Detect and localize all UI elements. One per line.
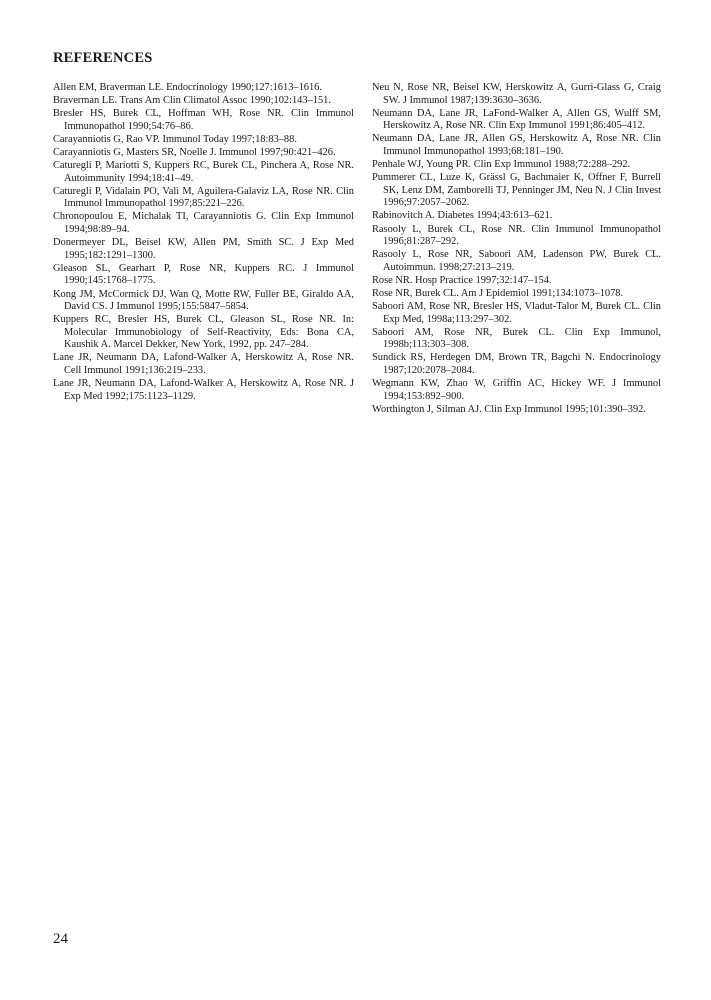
reference-entry: Kong JM, McCormick DJ, Wan Q, Motte RW, Fuller BE, Giraldo AA, David CS. J Immunol 1995;155:5847–5854. — [53, 288, 354, 313]
reference-entry: Neumann DA, Lane JR, Allen GS, Herskowitz A, Rose NR. Clin Immunol Immunopathol 1993;68:181–190. — [372, 133, 661, 157]
reference-entry: Wegmann KW, Zhao W, Griffin AC, Hickey WF. J Immunol 1994;153:892–900. — [372, 378, 661, 402]
reference-entry: Caturegli P, Mariotti S, Kuppers RC, Burek CL, Pinchera A, Rose NR. Autoimmunity 1994;18:41–49. — [53, 160, 354, 184]
page-number: 24 — [53, 931, 68, 947]
reference-entry: Gleason SL, Gearhart P, Rose NR, Kuppers RC. J Immunol 1990;145:1768–1775. — [53, 262, 354, 287]
reference-entry: Braverman LE. Trans Am Clin Climatol Assoc 1990;102:143–151. — [53, 95, 331, 107]
references-heading: REFERENCES — [53, 50, 153, 66]
reference-entry: Carayanniotis G, Rao VP. Immunol Today 1997;18:83–88. — [53, 133, 297, 145]
reference-entry: Chronopoulou E, Michalak TI, Carayanniotis G. Clin Exp Immunol 1994;98:89–94. — [53, 211, 354, 236]
reference-entry: Kuppers RC, Bresler HS, Burek CL, Gleason SL, Rose NR. In: Molecular Immunobiology of Self-Reactivity, Eds: Bona CA, Kaushik A. Marcel Dekker, New York, 1992, pp. 247–284. — [53, 314, 354, 351]
reference-entry: Penhale WJ, Young PR. Clin Exp Immunol 1988;72:288–292. — [372, 159, 631, 171]
reference-entry: Saboori AM, Rose NR, Burek CL. Clin Exp Immunol, 1998b;113:303–308. — [372, 326, 661, 351]
reference-entry: Donermeyer DL, Beisel KW, Allen PM, Smith SC. J Exp Med 1995;182:1291–1300. — [53, 237, 354, 261]
reference-entry: Carayanniotis G, Masters SR, Noelle J. Immunol 1997;90:421–426. — [53, 146, 336, 158]
reference-entry: Bresler HS, Burek CL, Hoffman WH, Rose NR. Clin Immunol Immunopathol 1990;54:76–86. — [53, 108, 354, 132]
reference-entry: Allen EM, Braverman LE. Endocrinology 1990;127:1613–1616. — [53, 82, 322, 93]
reference-entry: Worthington J, Silman AJ. Clin Exp Immunol 1995;101:390–392. — [372, 403, 646, 415]
reference-entry: Lane JR, Neumann DA, Lafond-Walker A, Herskowitz A, Rose NR. J Exp Med 1992;175:1123–1129. — [53, 378, 354, 402]
references-left-column — [53, 82, 354, 404]
reference-entry: Neumann DA, Lane JR, LaFond-Walker A, Allen GS, Wulff SM, Herskowitz A, Rose NR. Clin Exp Immunol 1991;86:405–412. — [372, 107, 661, 132]
reference-entry: Rasooly L, Burek CL, Rose NR. Clin Immunol Immunopathol 1996;81:287–292. — [372, 223, 661, 248]
references-right-column — [372, 82, 661, 417]
reference-entry: Rabinovitch A. Diabetes 1994;43:613–621. — [372, 210, 553, 222]
reference-entry: Sundick RS, Herdegen DM, Brown TR, Bagchi N. Endocrinology 1987;120:2078–2084. — [372, 352, 661, 377]
reference-entry: Lane JR, Neumann DA, Lafond-Walker A, Herskowitz A, Rose NR. Cell Immunol 1991;136:219–233. — [53, 352, 354, 377]
reference-entry: Rose NR, Burek CL. Am J Epidemiol 1991;134:1073–1078. — [372, 288, 624, 299]
reference-entry: Saboori AM, Rose NR, Bresler HS, Vladut-Talor M, Burek CL. Clin Exp Med, 1998a;113:297–302. — [372, 301, 661, 325]
reference-entry: Caturegli P, Vidalain PO, Vali M, Aguilera-Galaviz LA, Rose NR. Clin Immunol Immunopathol 1997;85:221–226. — [53, 185, 354, 210]
reference-entry: Rasooly L, Rose NR, Saboori AM, Ladenson PW, Burek CL. Autoimmun. 1998;27:213–219. — [372, 249, 661, 273]
reference-entry: Neu N, Rose NR, Beisel KW, Herskowitz A, Gurri-Glass G, Craig SW. J Immunol 1987;139:3630–3636. — [372, 82, 661, 106]
reference-entry: Pummerer CL, Luze K, Grässl G, Bachmaier K, Offner F, Burrell SK, Lenz DM, Zamborelli TJ, Penninger JM, Neu N. J Clin Invest 1996;97:2057–2062. — [372, 172, 661, 209]
reference-entry: Rose NR. Hosp Practice 1997;32:147–154. — [372, 274, 552, 286]
